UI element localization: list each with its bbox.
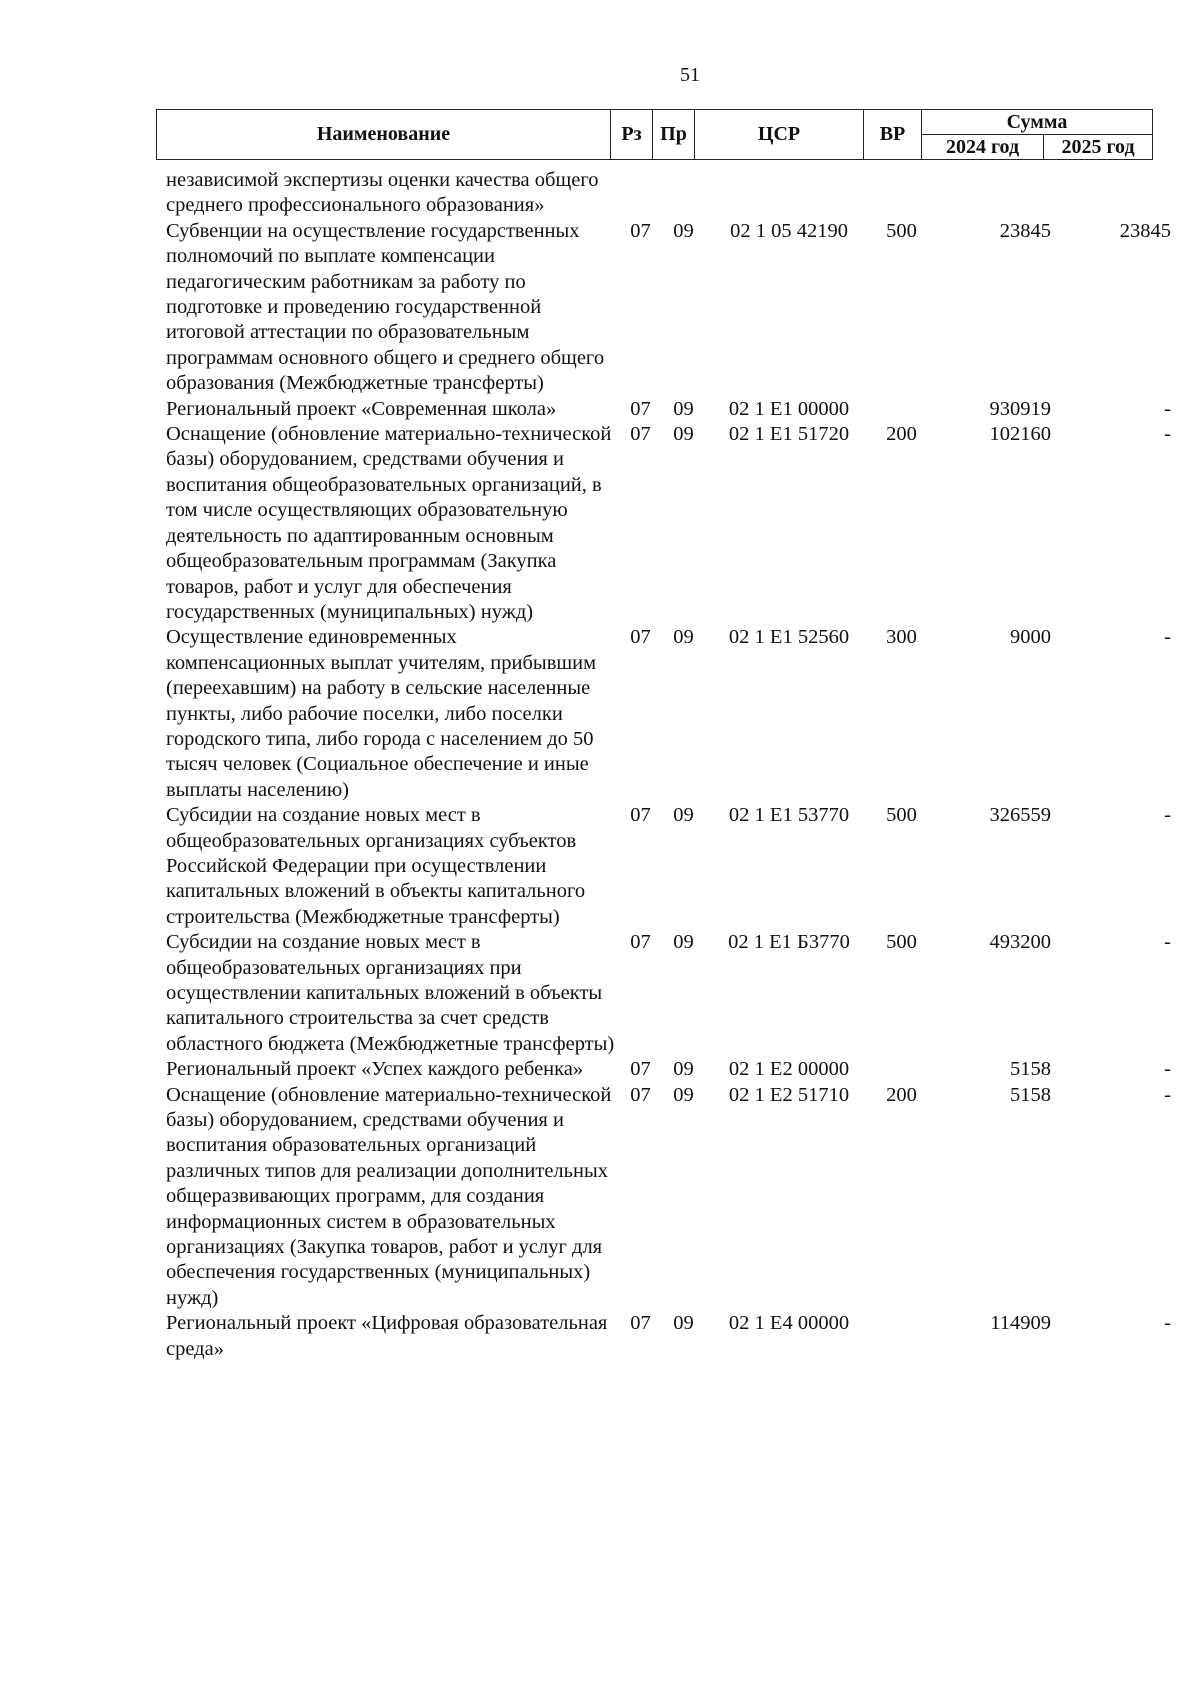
table-header: [156, 109, 1153, 160]
row-sum-2025: -: [1164, 397, 1171, 420]
row-vr: 200: [886, 1083, 917, 1106]
row-vr: 200: [886, 423, 917, 446]
table-row: [156, 1311, 1173, 1362]
row-csr: 02 1 E2 00000: [728, 1058, 850, 1081]
row-csr: 02 1 E2 51710: [728, 1083, 850, 1106]
row-sum-2024: 114909: [990, 1312, 1051, 1335]
row-csr: 02 1 E1 Б3770: [728, 931, 850, 954]
row-name: Оснащение (обновление материально-технической базы) оборудованием, средствами обучения и воспитания общеобразовательных организаций, в том числе осуществляющих образовательную деятельность по адаптированным основным общеобразовательным программам (Закупка товаров, работ и услуг для обеспечения государственных (муниципальных) нужд): [166, 423, 612, 623]
row-vr: [873, 397, 930, 422]
row-name: Оснащение (обновление материально-технической базы) оборудованием, средствами обучения и воспитания образовательных организаций различных типов для реализации дополнительных общеразвивающих программ, для создания информационных систем в образовательных организациях (Закупка товаров, работ и услуг для обеспечения государственных (муниципальных) нужд): [166, 1083, 612, 1309]
row-pr: 09: [673, 626, 694, 649]
row-sum-2024: 23845: [999, 219, 1051, 242]
row-vr: 500: [886, 931, 917, 954]
table-row: [156, 422, 1173, 625]
row-sum-2025: -: [1164, 423, 1171, 446]
row-csr: 02 1 E1 51720: [728, 423, 850, 446]
table-row: [156, 930, 1173, 1057]
row-pr: 09: [673, 219, 694, 242]
row-csr: [705, 168, 873, 219]
row-csr: 02 1 E1 52560: [728, 626, 850, 649]
row-csr: 02 1 05 42190: [730, 219, 848, 242]
row-csr: 02 1 E4 00000: [728, 1312, 850, 1335]
row-sum-2024: 326559: [989, 804, 1051, 827]
header-rz: Рз: [611, 110, 653, 160]
row-sum-2024: 9000: [1010, 626, 1051, 649]
row-pr: 09: [673, 931, 694, 954]
row-csr: 02 1 E1 00000: [728, 397, 850, 420]
row-sum-2025: 23845: [1119, 219, 1171, 242]
row-pr: 09: [673, 397, 694, 420]
header-name: Наименование: [157, 110, 611, 160]
row-rz: 07: [630, 1083, 651, 1106]
row-csr: 02 1 E1 53770: [728, 804, 850, 827]
table-row: [156, 625, 1173, 803]
table-row: [156, 397, 1173, 422]
page-number: 51: [680, 64, 700, 86]
row-sum-2024: 930919: [989, 397, 1051, 420]
row-pr: 09: [673, 423, 694, 446]
row-rz: 07: [630, 804, 651, 827]
row-name: Субсидии на создание новых мест в общеобразовательных организациях при осуществлении капитальных вложений в объекты капитального строительства за счет средств областного бюджета (Межбюджетные трансферты): [166, 931, 615, 1055]
row-sum-2024: 493200: [989, 931, 1051, 954]
row-name: Региональный проект «Цифровая образовательная среда»: [166, 1312, 608, 1360]
row-name: Субвенции на осуществление государственных полномочий по выплате компенсации педагогическим работникам за работу по подготовке и проведению государственной итоговой аттестации по образовательным программам основного общего и среднего общего образования (Межбюджетные трансферты): [166, 219, 605, 395]
table-row: [156, 1057, 1173, 1082]
row-pr: 09: [673, 1058, 694, 1081]
budget-rows: [156, 168, 1173, 1362]
row-rz: 07: [630, 626, 651, 649]
row-sum-2024: 5158: [1010, 1083, 1051, 1106]
table-row: [156, 219, 1173, 397]
row-rz: 07: [630, 219, 651, 242]
row-sum-2024: 102160: [989, 423, 1051, 446]
row-rz: 07: [630, 1312, 651, 1335]
header-csr: ЦСР: [695, 110, 864, 160]
row-vr: 300: [886, 626, 917, 649]
row-pr: 09: [673, 1083, 694, 1106]
row-pr: [662, 168, 705, 219]
row-name: независимой экспертизы оценки качества общего среднего профессионального образования»: [166, 169, 599, 217]
row-sum-2025: -: [1164, 1058, 1171, 1081]
row-vr: [873, 1057, 930, 1082]
header-vr: ВР: [864, 110, 922, 160]
row-name: Субсидии на создание новых мест в общеобразовательных организациях субъектов Российской Федерации при осуществлении капитальных вложений в объекты капитального строительства (Межбюджетные трансферты): [166, 804, 586, 928]
row-vr: [873, 168, 930, 219]
row-sum-2025: -: [1164, 1083, 1171, 1106]
row-sum-2025: -: [1164, 804, 1171, 827]
row-rz: 07: [630, 397, 651, 420]
row-rz: 07: [630, 931, 651, 954]
row-name: Региональный проект «Успех каждого ребенка»: [166, 1058, 584, 1081]
row-sum-2025: -: [1164, 1312, 1171, 1335]
row-sum-2024: [930, 168, 1071, 219]
table-row: [156, 803, 1173, 930]
header-year-2024: 2024 год: [922, 135, 1044, 160]
row-vr: [873, 1311, 930, 1362]
row-rz: 07: [630, 423, 651, 446]
row-pr: 09: [673, 1312, 694, 1335]
row-rz: [619, 168, 662, 219]
row-sum-2025: -: [1164, 931, 1171, 954]
table-row: [156, 168, 1173, 219]
header-pr: Пр: [653, 110, 695, 160]
row-sum-2025: [1071, 168, 1173, 219]
row-sum-2024: 5158: [1010, 1058, 1051, 1081]
budget-table: [156, 168, 1173, 1362]
row-rz: 07: [630, 1058, 651, 1081]
row-pr: 09: [673, 804, 694, 827]
table-row: [156, 1083, 1173, 1312]
row-name: Осуществление единовременных компенсационных выплат учителям, прибывшим (переехавшим) на работу в сельские населенные пункты, либо рабочие поселки, либо поселки городского типа, либо города с населением до 50 тысяч человек (Социальное обеспечение и иные выплаты населению): [166, 626, 597, 801]
row-name: Региональный проект «Современная школа»: [166, 397, 557, 420]
header-sum: Сумма: [922, 110, 1153, 135]
header-year-2025: 2025 год: [1044, 135, 1153, 160]
row-vr: 500: [886, 219, 917, 242]
row-vr: 500: [886, 804, 917, 827]
row-sum-2025: -: [1164, 626, 1171, 649]
